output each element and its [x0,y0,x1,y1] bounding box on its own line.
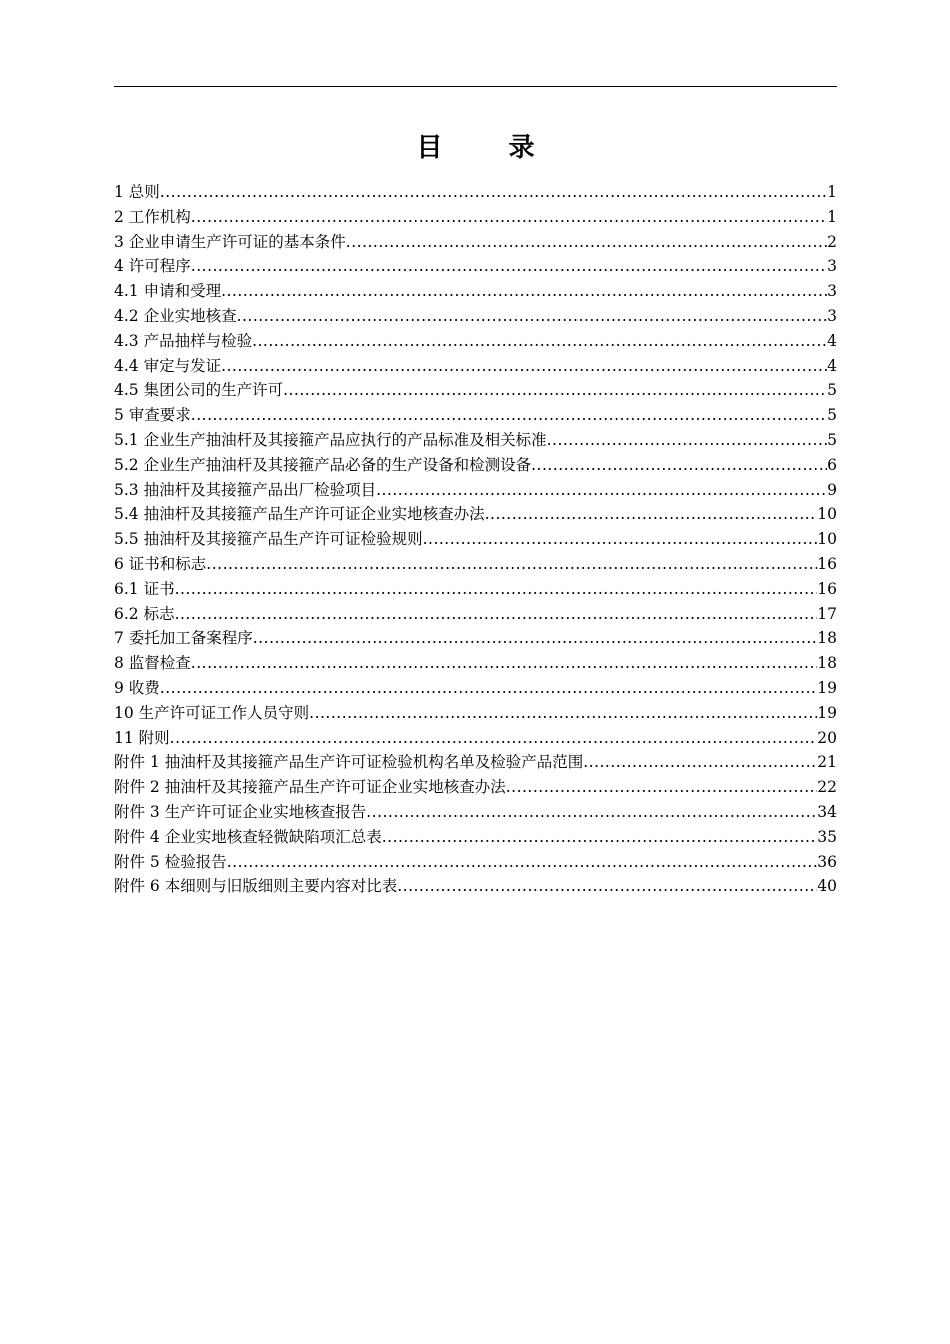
toc-dot-leader [397,874,817,899]
toc-entry[interactable] [114,577,837,602]
toc-entry[interactable] [114,279,837,304]
toc-dot-leader [191,651,817,676]
toc-entry[interactable] [114,304,837,329]
toc-dot-leader [175,602,818,627]
toc-entry[interactable] [114,453,837,478]
toc-entry-page-number: 6 [827,455,837,474]
toc-entry[interactable] [114,775,837,800]
toc-entry-label: 9 收费 [114,678,160,697]
toc-entry-page-number: 9 [827,480,837,499]
toc-dot-leader [531,453,827,478]
toc-entry-label: 1 总则 [114,183,160,201]
toc-dot-leader [160,676,817,701]
toc-dot-leader [366,800,817,825]
toc-entry-page-number: 16 [817,579,837,598]
toc-entry[interactable] [114,626,837,651]
toc-entry-page-number: 2 [827,232,837,251]
page-title: 目 录 [416,133,555,163]
toc-entry-label: 3 企业申请生产许可证的基本条件 [114,232,346,251]
toc-dot-leader [191,205,827,230]
toc-dot-leader [253,626,817,651]
toc-dot-leader [423,527,818,552]
toc-dot-leader [227,850,818,875]
toc-entry-label: 4.3 产品抽样与检验 [114,331,253,350]
toc-dot-leader [547,428,828,453]
toc-entry-page-number: 18 [817,629,837,648]
toc-entry-page-number: 1 [827,207,837,226]
toc-entry-label: 附件 6 本细则与旧版细则主要内容对比表 [114,877,398,896]
toc-entry[interactable] [114,378,837,403]
toc-entry-label: 8 监督检查 [114,654,191,673]
toc-entry[interactable] [114,403,837,428]
toc-entry-page-number: 21 [817,753,837,772]
toc-entry-label: 5.1 企业生产抽油杆及其接箍产品应执行的产品标准及相关标准 [114,430,547,449]
toc-entry-label: 附件 2 抽油杆及其接箍产品生产许可证企业实地核查办法 [114,778,506,797]
toc-entry-label: 11 附则 [114,728,170,747]
toc-entry-label: 5 审查要求 [114,406,191,425]
toc-entry-page-number: 1 [827,183,837,201]
toc-dot-leader [221,279,827,304]
toc-entry[interactable] [114,726,837,751]
toc-dot-leader [506,775,818,800]
toc-entry-label: 附件 4 企业实地核查轻微缺陷项汇总表 [114,827,382,846]
toc-entry-label: 10 生产许可证工作人员守则 [114,703,310,722]
toc-entry-page-number: 10 [817,530,837,549]
toc-entry[interactable] [114,676,837,701]
toc-entry-label: 附件 1 抽油杆及其接箍产品生产许可证检验机构名单及检验产品范围 [114,753,584,772]
toc-entry-label: 4.2 企业实地核查 [114,306,237,325]
toc-entry-label: 6 证书和标志 [114,554,207,573]
toc-entry[interactable] [114,354,837,379]
toc-entry-label: 6.1 证书 [114,579,175,598]
toc-dot-leader [252,329,827,354]
toc-entry[interactable] [114,205,837,230]
toc-entry-page-number: 3 [827,282,837,301]
toc-entry[interactable] [114,230,837,255]
toc-entry-page-number: 10 [817,505,837,524]
toc-dot-leader [237,304,828,329]
toc-dot-leader [191,254,827,279]
toc-entry-label: 附件 3 生产许可证企业实地核查报告 [114,802,367,821]
table-of-contents [114,180,837,899]
toc-entry-label: 4.1 申请和受理 [114,282,222,301]
toc-entry-page-number: 3 [827,257,837,276]
toc-entry-page-number: 4 [827,331,837,350]
toc-dot-leader [191,403,827,428]
toc-entry-label: 7 委托加工备案程序 [114,629,253,648]
toc-entry[interactable] [114,527,837,552]
toc-entry-page-number: 19 [817,678,837,697]
toc-entry-label: 4 许可程序 [114,257,191,276]
toc-entry-label: 附件 5 检验报告 [114,852,227,871]
toc-entry-label: 5.3 抽油杆及其接箍产品出厂检验项目 [114,480,377,499]
toc-entry[interactable] [114,874,837,899]
toc-entry[interactable] [114,825,837,850]
toc-entry-label: 6.2 标志 [114,604,175,623]
toc-entry[interactable] [114,254,837,279]
toc-entry-page-number: 18 [817,654,837,673]
toc-dot-leader [221,354,827,379]
toc-entry[interactable] [114,651,837,676]
toc-entry[interactable] [114,602,837,627]
toc-entry-page-number: 34 [817,802,837,821]
toc-entry[interactable] [114,552,837,577]
toc-dot-leader [175,577,818,602]
toc-dot-leader [309,701,817,726]
toc-dot-leader [583,750,817,775]
toc-dot-leader [382,825,818,850]
toc-entry-label: 2 工作机构 [114,207,191,226]
toc-dot-leader [160,180,827,205]
toc-entry-page-number: 20 [817,728,837,747]
toc-entry-page-number: 4 [827,356,837,375]
toc-entry[interactable] [114,701,837,726]
toc-entry-page-number: 36 [817,852,837,871]
toc-entry-page-number: 5 [827,430,837,449]
header-rule [114,86,837,87]
toc-entry[interactable] [114,850,837,875]
toc-dot-leader [376,478,827,503]
toc-entry-page-number: 3 [827,306,837,325]
toc-entry-page-number: 5 [827,406,837,425]
toc-entry[interactable] [114,180,837,205]
toc-entry-page-number: 16 [817,554,837,573]
toc-entry-page-number: 40 [817,877,837,896]
toc-entry-page-number: 22 [817,778,837,797]
toc-dot-leader [170,726,818,751]
toc-entry-page-number: 5 [827,381,837,400]
toc-entry-page-number: 19 [817,703,837,722]
toc-entry[interactable] [114,800,837,825]
toc-dot-leader [283,378,827,403]
toc-entry[interactable] [114,478,837,503]
toc-entry-label: 4.5 集团公司的生产许可 [114,381,284,400]
toc-entry-page-number: 35 [817,827,837,846]
toc-entry-label: 5.2 企业生产抽油杆及其接箍产品必备的生产设备和检测设备 [114,455,532,474]
toc-dot-leader [346,230,827,255]
toc-entry-page-number: 17 [817,604,837,623]
toc-entry[interactable] [114,750,837,775]
toc-dot-leader [206,552,817,577]
toc-entry-label: 5.5 抽油杆及其接箍产品生产许可证检验规则 [114,530,423,549]
toc-entry[interactable] [114,428,837,453]
toc-entry[interactable] [114,329,837,354]
toc-entry-label: 4.4 审定与发证 [114,356,222,375]
toc-entry[interactable] [114,502,837,527]
toc-dot-leader [485,502,818,527]
toc-entry-label: 5.4 抽油杆及其接箍产品生产许可证企业实地核查办法 [114,505,485,524]
